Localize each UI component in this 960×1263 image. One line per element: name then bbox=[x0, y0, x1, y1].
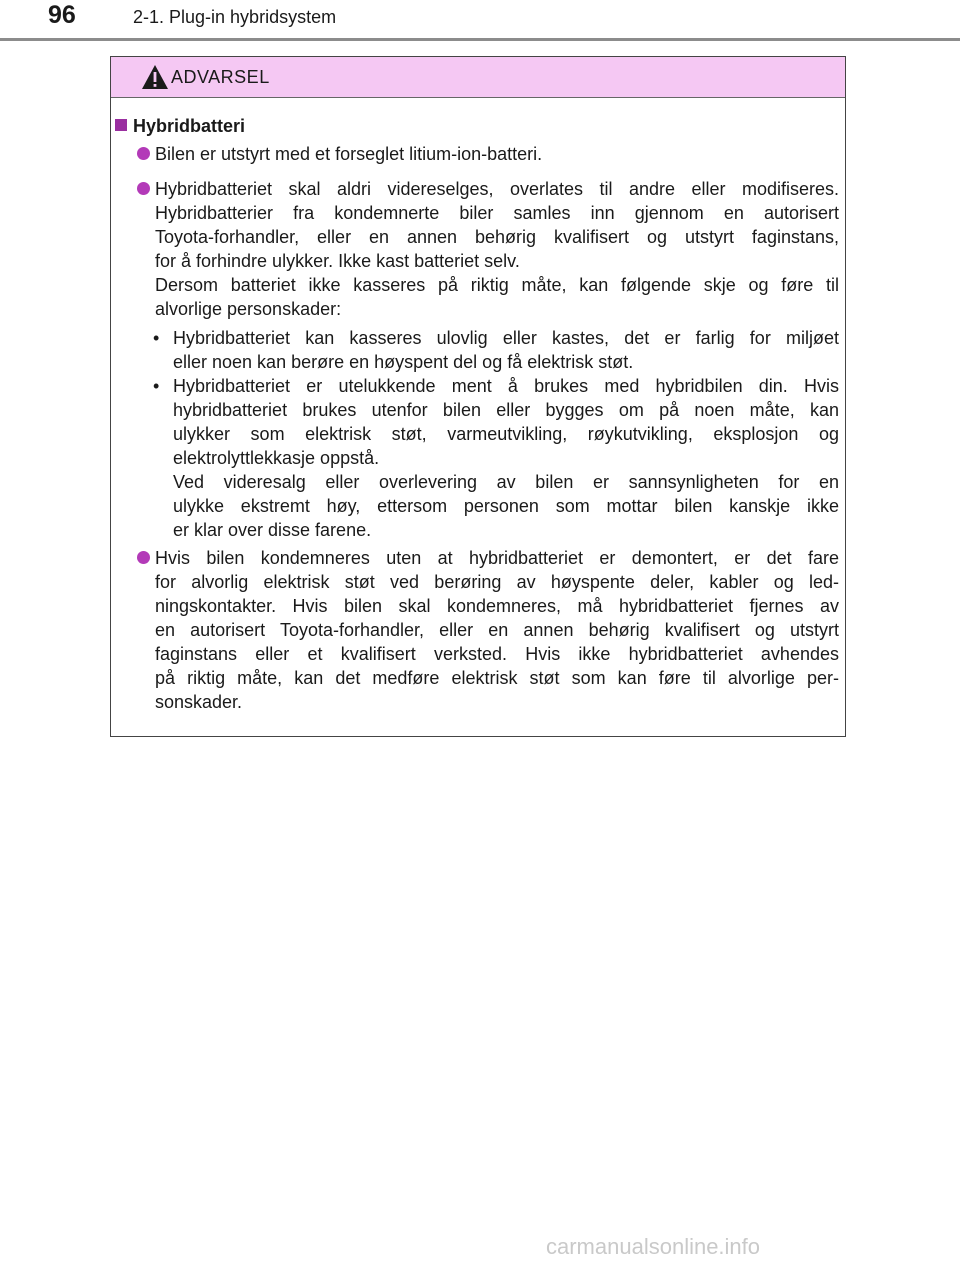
list-item bbox=[155, 546, 839, 714]
item-line: faginstans eller et kvalifisert verksted. Hvis ikke hybridbatteriet avhendes bbox=[155, 644, 839, 664]
warning-header bbox=[111, 57, 845, 98]
item-line: ulykke ekstremt høy, ettersom personen som mottar bilen kanskje ikke bbox=[173, 496, 839, 516]
sub-bullet-item bbox=[153, 326, 839, 374]
item-line: Hybridbatteriet skal aldri videreselges, overlates til andre eller modifiseres. bbox=[155, 179, 839, 199]
list-item bbox=[155, 142, 839, 166]
item-line: eller noen kan berøre en høyspent del og få elektrisk støt. bbox=[173, 352, 634, 372]
subheading-text: Hybridbatteri bbox=[133, 116, 246, 136]
round-bullet-icon bbox=[137, 551, 150, 564]
item-line: Ved videresalg eller overlevering av bilen er sannsynligheten for en bbox=[173, 472, 839, 492]
item-line: alvorlige personskader: bbox=[155, 299, 342, 319]
item-line: på riktig måte, kan det medføre elektrisk støt som kan føre til alvorlige per- bbox=[155, 668, 839, 688]
item-text: Bilen er utstyrt med et forseglet litium-ion-batteri. bbox=[155, 144, 543, 164]
round-bullet-icon bbox=[137, 147, 150, 160]
watermark: carmanualsonline.info bbox=[546, 1234, 761, 1259]
item-line: Hybridbatterier fra kondemnerte biler samles inn gjennom en autorisert bbox=[155, 203, 839, 223]
header-rule bbox=[0, 38, 960, 41]
item-line: hybridbatteriet brukes utenfor bilen eller bygges om på noen måte, kan bbox=[173, 400, 839, 420]
item-line: er klar over disse farene. bbox=[173, 520, 372, 540]
item-line: for å forhindre ulykker. Ikke kast batteriet selv. bbox=[155, 251, 520, 271]
subheading bbox=[115, 114, 245, 138]
section-title: 2-1. Plug-in hybridsystem bbox=[133, 7, 337, 27]
item-line: Dersom batteriet ikke kasseres på riktig måte, kan følgende skje og føre til bbox=[155, 275, 839, 295]
warning-label: ADVARSEL bbox=[171, 67, 270, 87]
item-line: for alvorlig elektrisk støt ved berøring av høyspente deler, kabler og led- bbox=[155, 572, 839, 592]
bullet-dot-icon: • bbox=[153, 376, 160, 396]
warning-triangle-icon bbox=[141, 64, 169, 90]
item-line: sonskader. bbox=[155, 692, 243, 712]
sub-bullet-item bbox=[153, 374, 839, 542]
round-bullet-icon bbox=[137, 182, 150, 195]
page-number: 96 bbox=[48, 1, 76, 29]
warning-box bbox=[110, 56, 846, 737]
item-line: ningskontakter. Hvis bilen skal kondemneres, må hybridbatteriet fjernes av bbox=[155, 596, 839, 616]
square-bullet-icon bbox=[115, 119, 127, 131]
item-line: Hybridbatteriet kan kasseres ulovlig eller kastes, det er farlig for miljøet bbox=[173, 328, 839, 348]
item-line: Toyota-forhandler, eller en annen behørig kvalifisert og utstyrt faginstans, bbox=[155, 227, 839, 247]
bullet-dot-icon: • bbox=[153, 328, 160, 348]
item-line: Hybridbatteriet er utelukkende ment å brukes med hybridbilen din. Hvis bbox=[173, 376, 839, 396]
item-line: ulykker som elektrisk støt, varmeutvikling, røykutvikling, eksplosjon og bbox=[173, 424, 839, 444]
item-line: en autorisert Toyota-forhandler, eller en annen behørig kvalifisert og utstyrt bbox=[155, 620, 839, 640]
list-item bbox=[155, 177, 839, 321]
item-line: elektrolyttlekkasje oppstå. bbox=[173, 448, 380, 468]
item-line: Hvis bilen kondemneres uten at hybridbatteriet er demontert, er det fare bbox=[155, 548, 839, 568]
